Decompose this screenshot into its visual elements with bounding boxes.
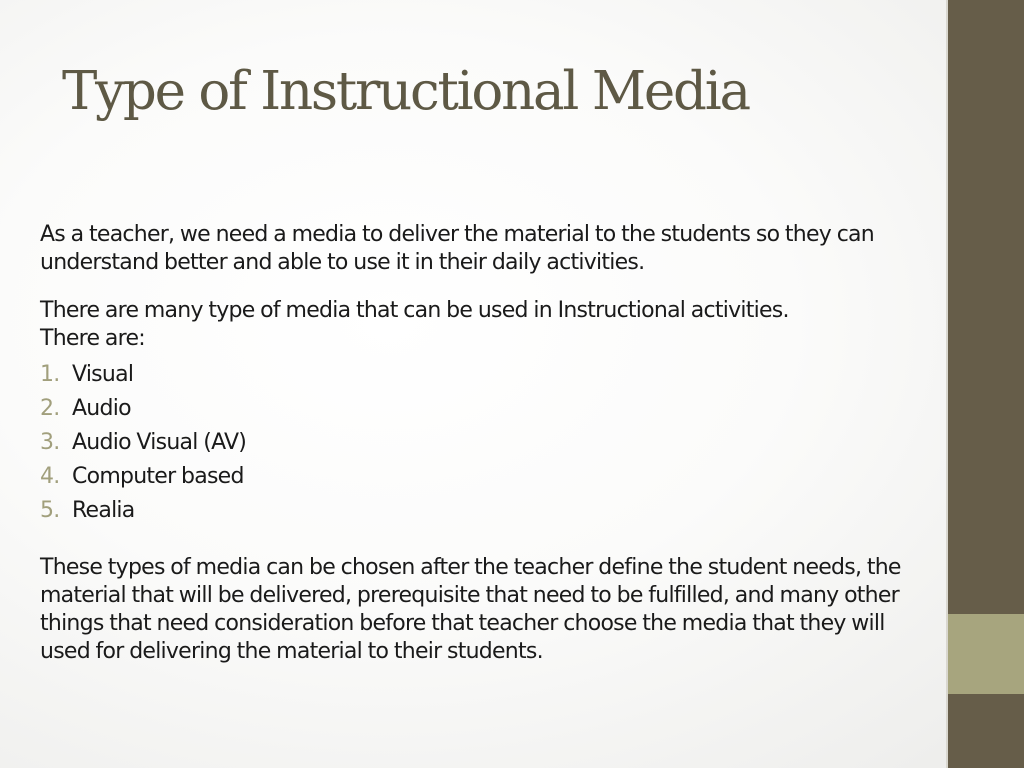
list-item bbox=[40, 392, 935, 426]
list-item-number: 4. bbox=[40, 464, 60, 489]
list-item-label: Computer based bbox=[72, 464, 244, 489]
side-bar-bottom-block bbox=[948, 694, 1024, 768]
list-item bbox=[40, 426, 935, 460]
side-bar-top-block bbox=[948, 0, 1024, 614]
media-types-list bbox=[40, 358, 935, 528]
media-intro-line: There are many type of media that can be used in Instructional activities. bbox=[40, 298, 789, 323]
list-item-number: 3. bbox=[40, 430, 60, 455]
list-item-number: 2. bbox=[40, 396, 60, 421]
slide-title: Type of Instructional Media bbox=[62, 61, 749, 122]
list-item-number: 1. bbox=[40, 362, 60, 387]
slide-body bbox=[40, 221, 935, 686]
list-item bbox=[40, 460, 935, 494]
side-decoration-bar bbox=[948, 0, 1024, 768]
intro-paragraph: As a teacher, we need a media to deliver the material to the students so they can understand better and able to use it in their daily activities. bbox=[40, 222, 874, 275]
list-item-label: Audio Visual (AV) bbox=[72, 430, 247, 455]
conclusion-paragraph: These types of media can be chosen after the teacher define the student needs, the material that will be delivered, prerequisite that need to be fulfilled, and many other things that need consideration before that teacher choose the media that they will used for delivering the material to their students. bbox=[40, 555, 901, 664]
media-intro-line-2: There are: bbox=[40, 326, 145, 351]
list-item bbox=[40, 358, 935, 392]
list-item bbox=[40, 494, 935, 528]
side-bar-accent-block bbox=[948, 614, 1024, 694]
list-item-label: Realia bbox=[72, 498, 135, 523]
list-item-label: Audio bbox=[72, 396, 131, 421]
list-item-number: 5. bbox=[40, 498, 60, 523]
list-item-label: Visual bbox=[72, 362, 134, 387]
